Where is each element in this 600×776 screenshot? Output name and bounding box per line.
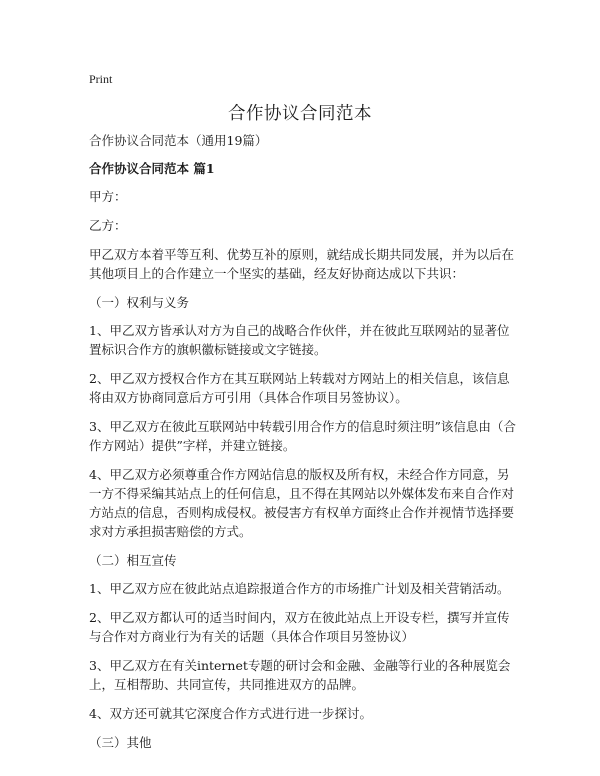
clause-paragraph: 1、甲乙双方皆承认对方为自己的战略合作伙伴，并在彼此互联网站的显著位置标识合作方的旗帜徽标链接或文字链接。	[89, 323, 510, 357]
intro-paragraph: 甲乙双方本着平等互利、优势互补的原则，就结成长期共同发展，并为以后在其他项目上的合作建立一个坚实的基础，经友好协商达成以下共识：	[89, 247, 515, 281]
group-heading-rights: （一）权利与义务	[89, 295, 190, 310]
print-label: Print	[89, 72, 113, 86]
document-subtitle: 合作协议合同范本（通用19篇）	[89, 133, 268, 148]
clause-paragraph: 1、甲乙双方应在彼此站点追踪报道合作方的市场推广计划及相关营销活动。	[89, 581, 510, 596]
section-heading: 合作协议合同范本 篇1	[89, 161, 215, 176]
party-a-field: 甲方：	[89, 189, 127, 204]
clause-paragraph: 2、甲乙双方授权合作方在其互联网站上转载对方网站上的相关信息，该信息将由双方协商同意后方可引用（具体合作项目另签协议）。	[89, 371, 510, 405]
document-title: 合作协议合同范本	[228, 104, 372, 124]
clause-paragraph: 4、双方还可就其它深度合作方式进行进一步探讨。	[89, 706, 372, 721]
document-body	[89, 131, 519, 761]
clause-paragraph: 3、甲乙双方在有关internet专题的研讨会和金融、金融等行业的各种展览会上，互相帮助、共同宣传，共同推进双方的品牌。	[89, 658, 511, 692]
group-heading-other: （三）其他	[89, 735, 152, 750]
clause-paragraph: 4、甲乙双方必须尊重合作方网站信息的版权及所有权，未经合作方同意，另一方不得采编其站点上的任何信息，且不得在其网站以外媒体发布来自合作对方站点的信息，否则构成侵权。被侵害方有权单方面终止合作并视情节选择要求对方承担损害赔偿的方式。	[89, 467, 515, 539]
group-heading-promotion: （二）相互宣传	[89, 553, 177, 568]
party-b-field: 乙方：	[89, 218, 127, 233]
clause-paragraph: 3、甲乙双方在彼此互联网站中转载引用合作方的信息时须注明”该信息由（合作方网站）提供”字样，并建立链接。	[89, 419, 516, 453]
clause-paragraph: 2、甲乙双方都认可的适当时间内，双方在彼此站点上开设专栏，撰写并宣传与合作对方商业行为有关的话题（具体合作项目另签协议）	[89, 610, 510, 644]
